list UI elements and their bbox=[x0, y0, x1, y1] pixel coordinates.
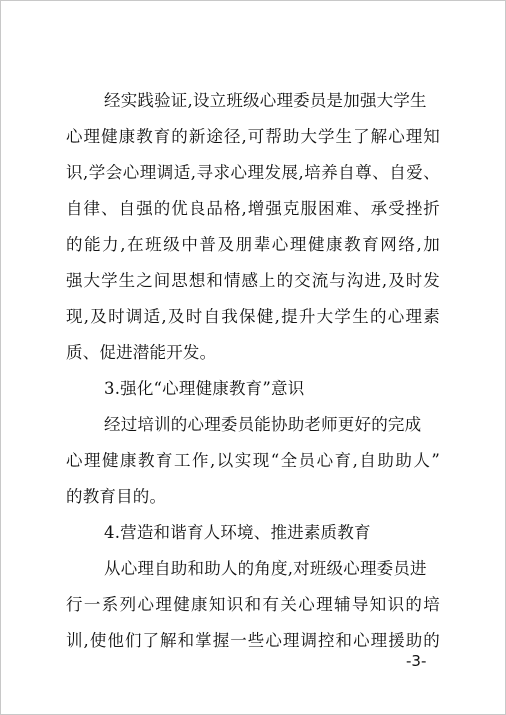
section-heading-4: 4.营造和谐育人环境、推进素质教育 bbox=[104, 523, 371, 542]
paragraph-1-line-7: 现,及时调适,及时自我保健,提升大学生的心理素 bbox=[66, 307, 440, 326]
paragraph-1-line-2: 心理健康教育的新途径,可帮助大学生了解心理知 bbox=[66, 127, 440, 146]
paragraph-3-line-3: 训,使他们了解和掌握一些心理调控和心理援助的 bbox=[66, 631, 440, 650]
paragraph-1-line-3: 识,学会心理调适,寻求心理发展,培养自尊、自爱、 bbox=[66, 163, 440, 182]
page-number: -3- bbox=[406, 652, 427, 670]
paragraph-1-line-1: 经实践验证,设立班级心理委员是加强大学生 bbox=[104, 91, 427, 110]
paragraph-3-line-1: 从心理自助和助人的角度,对班级心理委员进 bbox=[104, 559, 427, 578]
paragraph-1-line-8: 质、促进潜能开发。 bbox=[66, 343, 217, 362]
paragraph-2-line-1: 经过培训的心理委员能协助老师更好的完成 bbox=[104, 415, 422, 434]
paragraph-2-line-3: 的教育目的。 bbox=[66, 487, 167, 506]
paragraph-1-line-4: 自律、自强的优良品格,增强克服困难、承受挫折 bbox=[66, 199, 440, 218]
paragraph-3-line-2: 行一系列心理健康知识和有关心理辅导知识的培 bbox=[66, 595, 440, 614]
section-heading-3: 3.强化“心理健康教育”意识 bbox=[104, 379, 305, 398]
paragraph-1-line-6: 强大学生之间思想和情感上的交流与沟进,及时发 bbox=[66, 271, 440, 290]
paragraph-2-line-2: 心理健康教育工作,以实现“全员心育,自助助人” bbox=[66, 451, 440, 470]
paragraph-1-line-5: 的能力,在班级中普及朋辈心理健康教育网络,加 bbox=[66, 235, 440, 254]
